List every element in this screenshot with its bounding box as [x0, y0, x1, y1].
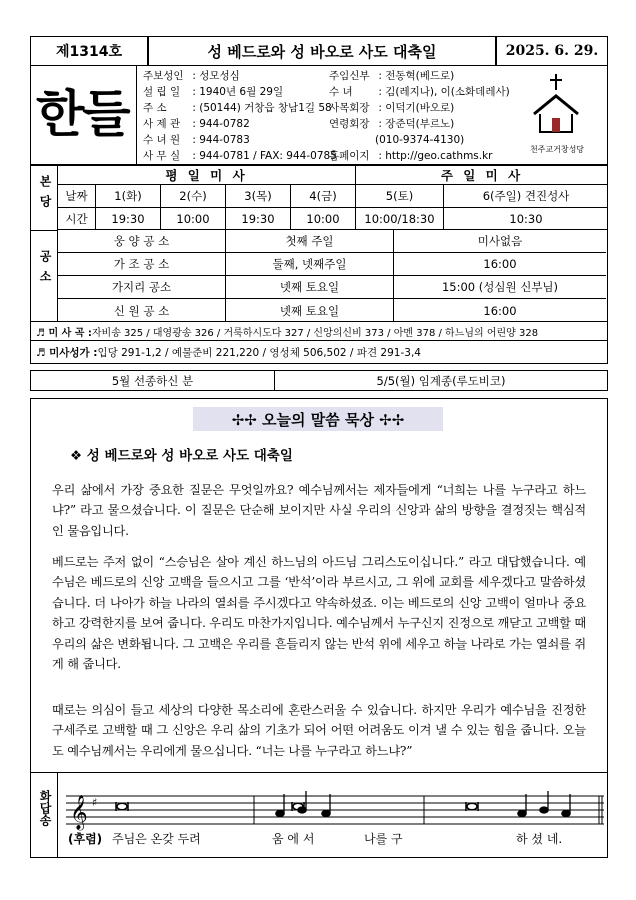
mass-songs-text: 입당 291-1,2 / 예물준비 221,220 / 영성체 506,502 / 파견 291-3,4	[97, 346, 421, 359]
info-value: 김(레지나), 이(소화데레사)	[385, 86, 510, 98]
info-row	[329, 68, 454, 85]
mission-name: 신 원 공 소	[58, 299, 226, 322]
info-separator: :	[189, 150, 200, 162]
schedule-time: 10:00	[161, 208, 226, 230]
info-value: 장준덕(부르노)	[385, 118, 455, 130]
info-value: (50144) 거창읍 창남1길 58	[199, 102, 332, 114]
info-key: 수 녀 원	[143, 134, 181, 146]
info-key: 연령회장	[329, 118, 370, 130]
info-value: (010-9374-4130)	[375, 134, 465, 146]
info-value: 944-0781 / FAX: 944-0785	[199, 150, 337, 162]
divider	[30, 230, 58, 231]
info-key: 주보성인	[143, 70, 184, 82]
schedule-day: 5(토)	[356, 185, 444, 208]
article-title: ✢✢ 오늘의 말씀 묵상 ✢✢	[193, 407, 443, 431]
weekday-mass-title: 평 일 미 사	[58, 165, 356, 185]
info-separator: :	[189, 134, 200, 146]
info-separator: :	[375, 150, 386, 162]
issue-number: 제1314호	[30, 36, 148, 66]
info-row	[329, 116, 454, 133]
info-row	[143, 68, 240, 85]
info-row	[143, 84, 283, 101]
schedule-day: 6(주일) 견진성사	[444, 185, 608, 208]
schedule-day: 4(금)	[291, 185, 356, 208]
info-value: 전동혁(베드로)	[385, 70, 455, 82]
bulletin-date: 2025. 6. 29.	[496, 36, 608, 66]
info-key: 주 소	[143, 102, 167, 114]
deceased-name: 5/5(월) 임계종(루도비코)	[376, 373, 506, 388]
hymn-lyric: 움 에 서	[272, 832, 315, 846]
info-separator: :	[375, 86, 386, 98]
sunday-mass-title: 주 일 미 사	[356, 165, 608, 185]
mission-name: 가지리 공소	[58, 276, 226, 299]
mission-label: 공소	[38, 250, 52, 290]
info-row	[329, 100, 454, 117]
mass-songs-label: ♬ 미사성가 :	[36, 346, 98, 359]
info-row	[329, 132, 464, 149]
info-separator: :	[189, 102, 200, 114]
svg-text:𝄞: 𝄞	[70, 795, 88, 830]
info-key: 사 무 실	[143, 150, 181, 162]
info-key: 사목회장	[329, 102, 370, 114]
info-key: 홈페이지	[329, 150, 370, 162]
mission-name: 웅 양 공 소	[58, 230, 226, 253]
info-key: 주임신부	[329, 70, 370, 82]
info-row	[143, 116, 250, 133]
church-icon	[526, 74, 586, 143]
info-value: 944-0783	[199, 134, 250, 146]
mission-schedule: 넷째 토요일	[226, 276, 394, 299]
church-caption: 천주교거창성당	[529, 145, 585, 154]
schedule-day: 1(화)	[96, 185, 161, 208]
schedule-day: 2(수)	[161, 185, 226, 208]
info-value: 이덕기(바오로)	[385, 102, 455, 114]
mass-hymns-label: ♬ 미 사 곡 :	[36, 327, 92, 339]
mass-hymns-text: 자비송 325 / 대영광송 326 / 거룩하시도다 327 / 신앙의신비 373 / 아멘 378 / 하느님의 어린양 328	[91, 327, 539, 339]
article-paragraph: 베드로는 주저 없이 “스승님은 살아 계신 하느님의 아드님 그리스도이십니다.” 라고 대답했습니다. 예수님은 베드로의 신앙 고백을 들으시고 그를 ‘반석’이라 부르시고, 그 위에 교회를 세우겠다고 말씀하셨습니다. 더 나아가 하늘 나라의 열쇠를 주시겠다고 약속하셨죠. 이는 베드로의 신앙 고백이 얼마나 중요하고 강력한지를 보여 줍니다. 우리도 마찬가지입니다. 예수님께서 누구신지 진정으로 깨닫고 고백할 때 우리의 삶은 변화됩니다. 그 고백은 우리를 흔들리지 않는 반석 위에 세우고 하늘 나라로 가는 열쇠를 쥐게 해 줍니다.	[52, 555, 586, 672]
mass-songs-line	[30, 341, 608, 364]
info-separator: :	[375, 70, 386, 82]
deceased-box	[30, 370, 608, 391]
mission-schedule: 넷째 토요일	[226, 299, 394, 322]
info-separator: :	[375, 102, 386, 114]
info-separator: :	[189, 70, 200, 82]
info-row	[329, 148, 493, 165]
svg-text:♯: ♯	[92, 796, 98, 809]
hymn-lyric: 주님은 온갖 두려	[112, 832, 201, 846]
info-row	[143, 100, 332, 117]
schedule-time: 10:00/18:30	[356, 208, 444, 230]
schedule-day: 3(목)	[226, 185, 291, 208]
hymn-lyric: 나를 구	[364, 832, 403, 846]
article-subtitle: ❖ 성 베드로와 성 바오로 사도 대축일	[70, 448, 293, 464]
schedule-time: 10:00	[291, 208, 356, 230]
mass-hymns-line	[30, 322, 608, 341]
deceased-label: 5월 선종하신 분	[31, 371, 275, 390]
mission-time: 미사없음	[394, 230, 606, 253]
info-row	[143, 148, 337, 165]
mission-time: 16:00	[394, 253, 606, 276]
info-separator: :	[189, 86, 200, 98]
mission-schedule: 첫째 주일	[226, 230, 394, 253]
bulletin-logo: 한들	[36, 84, 129, 143]
info-value: 성모성심	[199, 70, 240, 82]
bulletin-title: 성 베드로와 성 바오로 사도 대축일	[148, 36, 496, 66]
mission-schedule: 둘째, 넷째주일	[226, 253, 394, 276]
hymn-label: 화답송	[38, 790, 52, 826]
info-value: 1940년 6월 29일	[199, 86, 284, 98]
row-label-day: 날짜	[58, 185, 96, 208]
mission-time: 15:00 (성심원 신부님)	[394, 276, 606, 299]
article-paragraph: 때로는 의심이 들고 세상의 다양한 목소리에 혼란스러울 수 있습니다. 하지만 우리가 예수님을 진정한 구세주로 고백할 때 그 신앙은 우리 삶의 기초가 되어 어떤 어려움도 이겨 낼 수 있는 힘을 줍니다. 오늘도 예수님께서는 우리에게 물으십니다. “너는 나를 누구라고 하느냐?”	[52, 703, 586, 758]
row-label-time: 시간	[58, 208, 96, 230]
mission-time: 16:00	[483, 303, 517, 318]
info-separator: :	[375, 118, 386, 130]
article-paragraph: 우리 삶에서 가장 중요한 질문은 무엇일까요? 예수님께서는 제자들에게 “너희는 나를 누구라고 하느냐?” 라고 물으셨습니다. 이 질문은 단순해 보이지만 사실 우리의 신앙과 삶의 방향을 결정짓는 핵심적인 물음입니다.	[52, 483, 586, 538]
info-value: 944-0782	[199, 118, 250, 130]
schedule-time: 10:30	[444, 208, 608, 230]
hymn-lyric: 하 셨 네.	[516, 832, 563, 846]
mission-name: 가 조 공 소	[58, 253, 226, 276]
schedule-time: 19:30	[96, 208, 161, 230]
info-value: http://geo.cathms.kr	[385, 150, 493, 162]
schedule-time: 19:30	[226, 208, 291, 230]
info-key: 사 제 관	[143, 118, 181, 130]
info-row	[143, 132, 250, 149]
info-separator: :	[189, 118, 200, 130]
main-church-label: 본당	[38, 175, 52, 215]
info-key: 수 녀	[329, 86, 353, 98]
hymn-refrain: (후렴)	[68, 832, 103, 846]
info-key: 설 립 일	[143, 86, 181, 98]
info-row	[329, 84, 510, 101]
